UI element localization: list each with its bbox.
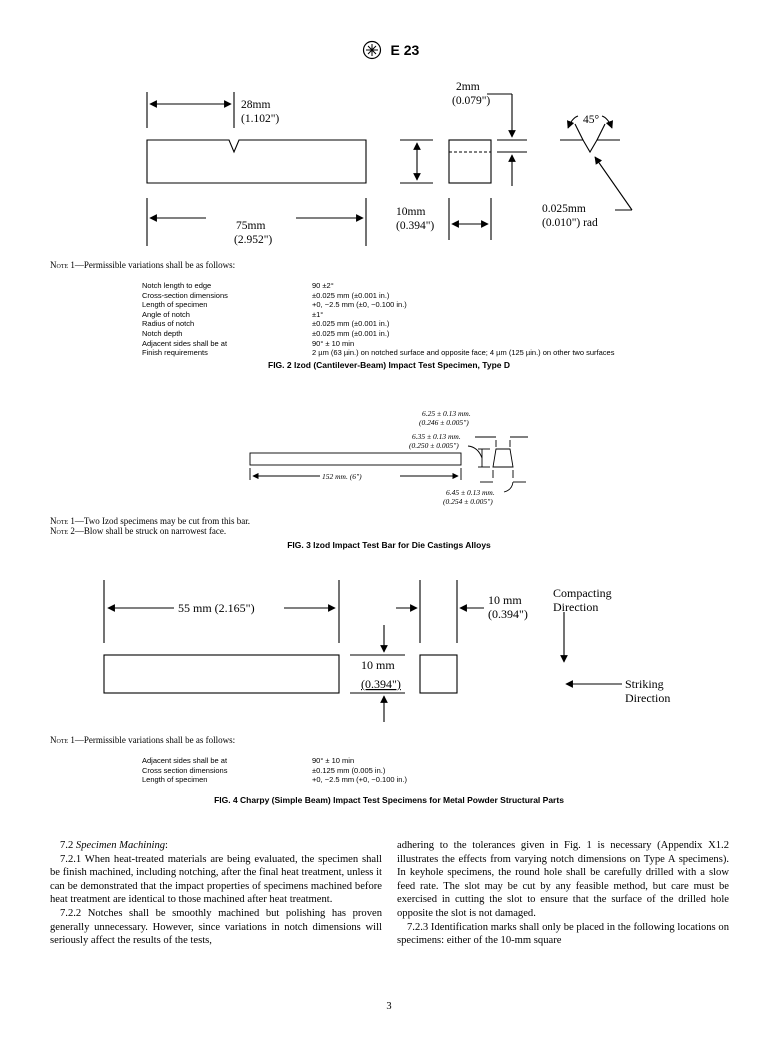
fig4-note-text: Permissible variations shall be as follows:	[83, 735, 236, 745]
fig4-striking-label-2: Direction	[625, 691, 671, 705]
fig2-note-label: Note 1—	[50, 260, 84, 270]
fig2-dim-75mm: 75mm	[236, 220, 266, 232]
fig2-dim-10mm-in: (0.394")	[396, 220, 435, 232]
paragraph-7-2-3: 7.2.3 Identification marks shall only be placed in the following locations on specimens: either of the 10-mm square	[397, 921, 729, 947]
tolerance-value: ±0.025 mm (±0.001 in.)	[312, 290, 390, 300]
tolerance-key: Adjacent sides shall be at	[142, 756, 228, 765]
fig3-dim-c2: (0.254 ± 0.005")	[443, 497, 493, 506]
tolerance-value: 90 ±2°	[312, 281, 334, 290]
fig3-dim-c1: 6.45 ± 0.13 mm.	[446, 488, 495, 497]
tolerance-value: 90° ± 10 min	[312, 756, 355, 765]
section-number: 7.2	[60, 840, 74, 851]
tolerance-value: ±0.125 mm (0.005 in.)	[312, 765, 386, 775]
fig4-striking-label: Striking	[625, 677, 664, 691]
fig4-compacting-label-2: Direction	[553, 600, 599, 614]
fig2-note-text: Permissible variations shall be as follows:	[83, 260, 236, 270]
tolerance-row	[142, 766, 407, 776]
fig2-dim-28mm-in: (1.102")	[241, 113, 280, 125]
fig3-dim-a1: 6.25 ± 0.13 mm.	[422, 409, 471, 418]
fig4-dim-10mm-b-in: (0.394")	[361, 677, 401, 691]
fig2-dim-28mm: 28mm	[241, 99, 271, 111]
tolerance-key: Cross-section dimensions	[142, 290, 228, 300]
paragraph-7-2-2: 7.2.2 Notches shall be smoothly machined but polishing has proven generally unnecessary. However, since variations in notch dimensions will seriously affect the results of the tests,	[50, 907, 382, 947]
fig3-note-label: Note 2—	[50, 526, 84, 536]
section-title: Specimen Machining	[75, 840, 166, 851]
tolerance-value: +0, −2.5 mm (±0, −0.100 in.)	[312, 300, 407, 310]
fig2-dim-75mm-in: (2.952")	[234, 234, 273, 246]
tolerance-row	[142, 756, 407, 766]
fig4-dim-10mm-a-in: (0.394")	[488, 607, 528, 621]
tolerance-value: 2 µm (63 µin.) on notched surface and opposite face; 4 µm (125 µin.) on other two surfaces	[312, 348, 615, 358]
tolerance-key: Adjacent sides shall be at	[142, 338, 228, 348]
tolerance-value: ±1°	[312, 309, 324, 319]
tolerance-key: Length of specimen	[142, 775, 208, 785]
tolerance-value: ±0.025 mm (±0.001 in.)	[312, 328, 390, 338]
fig2-caption: FIG. 2 Izod (Cantilever-Beam) Impact Test Specimen, Type D	[268, 360, 510, 370]
fig4-compacting-label: Compacting	[553, 586, 612, 600]
tolerance-value: ±0.025 mm (±0.001 in.)	[312, 319, 390, 329]
tolerance-value: 90° ± 10 min	[312, 338, 355, 348]
tolerance-row	[142, 775, 407, 785]
fig3-note-label: Note 1—	[50, 516, 84, 526]
body-column-right	[397, 839, 729, 948]
paragraph-7-2-2-cont: adhering to the tolerances given in Fig. 1 is necessary (Appendix X1.2 illustrates the effects from varying notch dimensions on Type A specimens). In keyhole specimens, the round hole shall be carefully drilled with a slow feed rate. The slot may be cut by any feasible method, but care must be exercised in cutting the slot to ensure that the surface of the drilled hole opposite the slot is not damaged.	[397, 840, 729, 919]
fig3-dim-length: 152 mm. (6")	[322, 472, 362, 481]
fig4-dim-10mm-b: 10 mm	[361, 658, 395, 672]
fig3-caption: FIG. 3 Izod Impact Test Bar for Die Castings Alloys	[287, 540, 491, 550]
fig3-note-text: Two Izod specimens may be cut from this bar.	[83, 516, 250, 526]
fig4-tolerance-list	[142, 756, 407, 785]
section-heading: 7.2 Specimen Machining:	[60, 840, 168, 851]
fig3-dim-b1: 6.35 ± 0.13 mm.	[412, 432, 461, 441]
fig2-dim-2mm: 2mm	[456, 81, 480, 93]
page-number: 3	[386, 1001, 392, 1012]
tolerance-key: Finish requirements	[142, 348, 208, 358]
fig2-dim-2mm-in: (0.079")	[452, 95, 491, 107]
tolerance-key: Cross section dimensions	[142, 765, 228, 775]
fig4-note-label: Note 1—	[50, 735, 84, 745]
fig4-note	[50, 735, 235, 745]
fig2-dim-radius-in: (0.010") rad	[542, 217, 598, 229]
fig3-note-text: Blow shall be struck on narrowest face.	[83, 526, 227, 536]
body-column-left	[50, 839, 382, 948]
fig4-dim-10mm-a: 10 mm	[488, 593, 522, 607]
fig2-dim-10mm: 10mm	[396, 206, 426, 218]
tolerance-key: Notch length to edge	[142, 281, 212, 290]
tolerance-value: +0, −2.5 mm (+0, −0.100 in.)	[312, 775, 408, 785]
tolerance-key: Length of specimen	[142, 300, 208, 310]
fig4-caption: FIG. 4 Charpy (Simple Beam) Impact Test Specimens for Metal Powder Structural Parts	[214, 795, 564, 805]
standard-designation: E 23	[390, 42, 420, 58]
tolerance-key: Notch depth	[142, 328, 183, 338]
fig2-dim-radius: 0.025mm	[542, 203, 586, 215]
fig3-dim-b2: (0.250 ± 0.005")	[409, 441, 459, 450]
tolerance-key: Radius of notch	[142, 319, 195, 329]
fig4-section	[420, 655, 457, 693]
fig3-dim-a2: (0.246 ± 0.005")	[419, 418, 469, 427]
fig4-bar	[104, 655, 339, 693]
fig2-dim-angle: 45°	[583, 114, 600, 126]
tolerance-key: Angle of notch	[142, 309, 190, 319]
fig4-dim-55mm: 55 mm (2.165")	[178, 601, 255, 615]
paragraph-7-2-1: 7.2.1 When heat-treated materials are being evaluated, the specimen shall be finish machined, including notching, after the final heat treatment, unless it can be demonstrated that the impact properties of specimens machined before heat treatment are identical to those machined after heat treatment.	[50, 853, 382, 906]
